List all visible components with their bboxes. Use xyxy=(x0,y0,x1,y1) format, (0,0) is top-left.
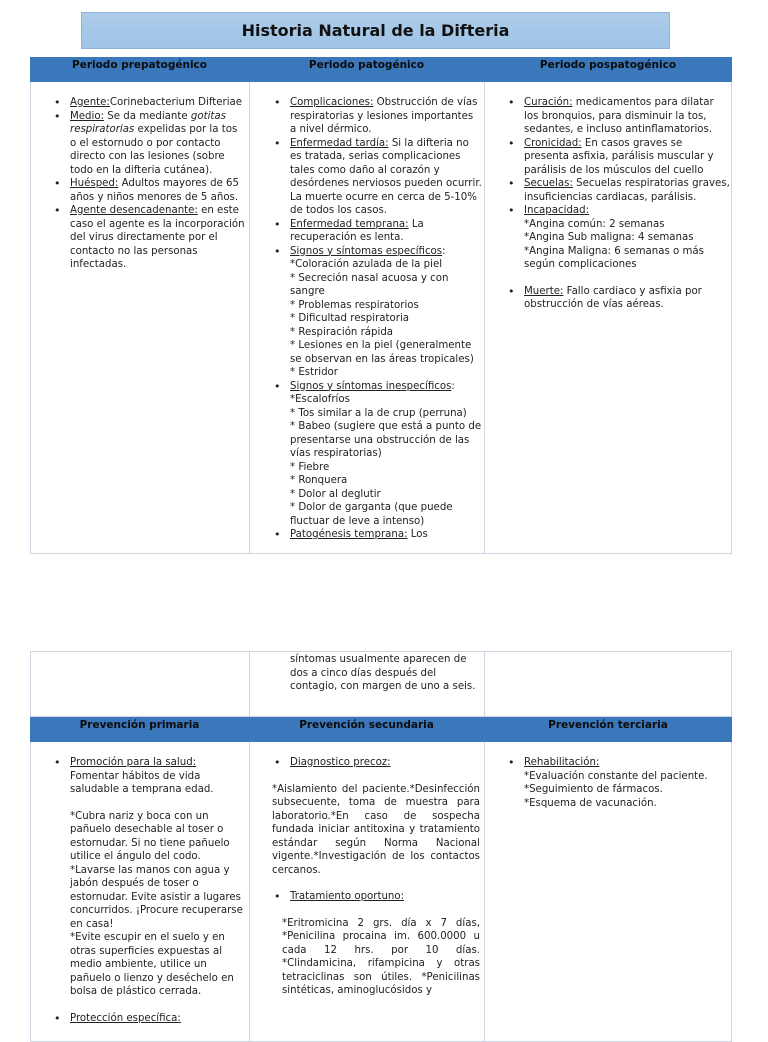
incapacidad-label: Incapacidad: xyxy=(524,205,590,216)
list-item-cronicidad xyxy=(506,137,730,178)
spacer xyxy=(272,904,480,917)
prevencion-secundaria-cell xyxy=(272,756,480,998)
inespecifico-item: * Ronquera xyxy=(290,475,348,486)
prevention-header-row xyxy=(30,717,732,742)
rehabilitacion-label: Rehabilitación: xyxy=(524,757,600,768)
list-item-rehabilitacion xyxy=(506,756,730,810)
list-item-secuelas xyxy=(506,177,730,204)
huesped-text: Adultos mayores de 65 años y niños menores de 5 años. xyxy=(70,178,240,203)
tratamiento-label: Tratamiento oportuno: xyxy=(290,891,405,902)
inespecificos-list xyxy=(290,393,482,528)
header-prevencion-secundaria: Prevención secundaria xyxy=(299,719,434,731)
column-divider xyxy=(484,82,485,553)
header-prepatogenico: Periodo prepatogénico xyxy=(72,59,207,71)
pospatogenico-cell xyxy=(506,96,730,312)
list-item-tratamiento xyxy=(272,890,480,904)
prevention-body-row xyxy=(30,742,732,1042)
tardia-text: Si la difteria no es tratada, serias complicaciones tales como daño al corazón y desórdenes nerviosos pueden ocurrir. La muerte ocurre en cerca de 5-10% de todos los casos. xyxy=(290,137,482,216)
column-divider xyxy=(484,742,485,1041)
spacer xyxy=(272,770,480,783)
curacion-text: medicamentos para dilatar los bronquios, para disminuir la tos, sedantes, e incluso antinflamatorios. xyxy=(524,97,714,135)
muerte-text: Fallo cardiaco y asfixia por obstrucción de vías aéreas. xyxy=(524,285,702,310)
prevencion-primaria-cell xyxy=(52,756,246,1025)
column-divider xyxy=(249,82,250,553)
diagnostico-text: *Aislamiento del paciente.*Desinfección subsecuente, toma de muestra para laboratorio.*En caso de sospecha fundada iniciar antitoxina y tratamiento estándar según Norma Nacional vigente.*Investigación de los contactos cercanos. xyxy=(272,783,480,876)
list-item-curacion xyxy=(506,96,730,137)
huesped-label: Huésped: xyxy=(70,178,119,189)
temprana-text: La recuperación es lenta. xyxy=(290,218,424,243)
inespecifico-item: * Dolor de garganta (que puede fluctuar de leve a intenso) xyxy=(290,502,453,527)
inespecifico-item: * Dolor al deglutir xyxy=(290,488,381,500)
list-item-medio xyxy=(52,110,246,178)
patogenesis-label: Patogénesis temprana: xyxy=(290,529,408,540)
list-item-promocion xyxy=(52,756,246,999)
promocion-label: Promoción para la salud: xyxy=(70,757,197,768)
list-item-agente-desencadenante xyxy=(52,204,246,272)
medio-text-a: Se da mediante xyxy=(104,110,191,122)
list-item-muerte xyxy=(506,285,730,312)
medio-italic: gotitas respiratorias xyxy=(70,110,226,135)
especifico-item: * Respiración rápida xyxy=(290,326,394,338)
spacer xyxy=(524,272,730,285)
agente-label: Agente: xyxy=(70,97,110,108)
list-item-patogenesis-temprana xyxy=(272,528,482,542)
secuelas-label: Secuelas: xyxy=(524,178,573,189)
header-prevencion-terciaria: Prevención terciaria xyxy=(548,719,668,731)
secuelas-text: Secuelas respiratorias graves, insuficiencias cardiacas, parálisis. xyxy=(524,178,730,203)
document-title xyxy=(81,12,670,49)
inespecificos-label: Signos y síntomas inespecíficos xyxy=(290,380,452,392)
list-item-complicaciones xyxy=(272,96,482,137)
curacion-label: Curación: xyxy=(524,97,573,108)
rehabilitacion-item: *Seguimiento de fármacos. xyxy=(524,784,663,795)
cronicidad-label: Cronicidad: xyxy=(524,137,582,149)
temprana-label: Enfermedad temprana: xyxy=(290,218,409,230)
especifico-item: * Dificultad respiratoria xyxy=(290,313,410,324)
list-item-huesped xyxy=(52,177,246,204)
list-item-proteccion xyxy=(52,1012,246,1026)
inespecifico-item: * Babeo (sugiere que está a punto de presentarse una obstrucción de las vías respiratorias) xyxy=(290,421,482,459)
list-item-incapacidad xyxy=(506,204,730,285)
list-item-diagnostico xyxy=(272,756,480,770)
incapacidad-item: *Angina Maligna: 6 semanas o más según complicaciones xyxy=(524,245,704,270)
proteccion-label: Protección específica: xyxy=(70,1012,181,1024)
especifico-item: * Problemas respiratorios xyxy=(290,299,419,311)
medidas-text: *Cubra nariz y boca con un pañuelo desechable al toser o estornudar. Si no tiene pañuelo utilice el ángulo del codo. *Lavarse las manos con agua y jabón después de toser o estornudar. Evite asistir a lugares concurridos. ¡Procure recuperarse en casa! *Evite escupir en el suelo y en otras superficies expuestas al medio ambiente, utilice un pañuelo o lienzo y deséchelo en bolsa de plástico cerrada. xyxy=(70,810,243,997)
especificos-label: Signos y síntomas específicos xyxy=(290,245,443,257)
column-divider xyxy=(484,652,485,716)
document-title-text: Historia Natural de la Difteria xyxy=(241,21,510,40)
especifico-item: * Estridor xyxy=(290,367,338,378)
promocion-text: Fomentar hábitos de vida saludable a temprana edad. xyxy=(70,770,214,795)
agente-desencadenante-label: Agente desencadenante: xyxy=(70,205,198,216)
rehabilitacion-item: *Esquema de vacunación. xyxy=(524,797,657,809)
spacer xyxy=(272,877,480,890)
column-divider xyxy=(249,742,250,1041)
column-divider xyxy=(249,652,250,716)
prepatogenico-cell xyxy=(52,96,246,272)
inespecifico-item: *Escalofríos xyxy=(290,394,350,405)
tardia-label: Enfermedad tardía: xyxy=(290,137,389,149)
complicaciones-text: Obstrucción de vías respiratorias y lesiones importantes a nivel dérmico. xyxy=(290,97,478,135)
especificos-colon: : xyxy=(442,245,446,257)
complicaciones-label: Complicaciones: xyxy=(290,97,374,108)
spacer xyxy=(70,797,246,810)
medio-label: Medio: xyxy=(70,110,105,122)
cronicidad-text: En casos graves se presenta asfixia, parálisis muscular y parálisis de los músculos del cuello xyxy=(524,137,714,176)
periods-header-row xyxy=(30,57,732,82)
inespecifico-item: * Tos similar a la de crup (perruna) xyxy=(290,407,467,419)
incapacidad-item: *Angina común: 2 semanas xyxy=(524,218,665,230)
especifico-item: * Lesiones en la piel (generalmente se observan en las áreas tropicales) xyxy=(290,340,474,365)
continuation-row xyxy=(30,651,732,717)
header-pospatogenico: Periodo pospatogénico xyxy=(539,59,677,71)
prevencion-terciaria-cell xyxy=(506,756,730,810)
especifico-item: * Secreción nasal acuosa y con sangre xyxy=(290,272,449,297)
muerte-label: Muerte: xyxy=(524,285,564,297)
medio-text-b: expelidas por la tos o el estornudo o por contacto directo con las lesiones (sobre todo en la difteria cutánea). xyxy=(70,124,238,176)
list-item-agente xyxy=(52,96,246,110)
list-item-signos-inespecificos xyxy=(272,380,482,529)
header-prevencion-primaria: Prevención primaria xyxy=(79,719,200,731)
agente-desencadenante-text: en este caso el agente es la incorporación del virus directamente por el contacto no las personas infectadas. xyxy=(70,205,245,270)
incapacidad-item: *Angina Sub maligna: 4 semanas xyxy=(524,232,694,243)
patogenesis-text: Los xyxy=(407,529,428,540)
list-item-enfermedad-temprana xyxy=(272,218,482,245)
especificos-list xyxy=(290,258,482,380)
agente-text: Corinebacterium Difteriae xyxy=(109,97,243,108)
list-item-enfermedad-tardia xyxy=(272,137,482,218)
diagnostico-label: Diagnostico precoz: xyxy=(290,757,391,768)
tratamiento-text: *Eritromicina 2 grs. día x 7 días, *Penicilina procaina im. 600.0000 u cada 12 hrs. por 10 días. *Clindamicina, rifampicina y otras tetraciclinas son útiles. *Penicilinas sintéticas, aminoglucósidos y xyxy=(282,917,480,996)
header-patogenico: Periodo patogénico xyxy=(308,59,425,71)
inespecificos-colon: : xyxy=(451,380,455,392)
list-item-signos-especificos xyxy=(272,245,482,380)
patogenico-cell xyxy=(272,96,482,542)
rehabilitacion-item: *Evaluación constante del paciente. xyxy=(524,770,708,782)
patogenesis-continuation: síntomas usualmente aparecen de dos a cinco días después del contagio, con margen de uno a seis. xyxy=(290,654,476,692)
periods-body-row xyxy=(30,82,732,554)
inespecifico-item: * Fiebre xyxy=(290,461,330,473)
especifico-item: *Coloración azulada de la piel xyxy=(290,259,443,270)
